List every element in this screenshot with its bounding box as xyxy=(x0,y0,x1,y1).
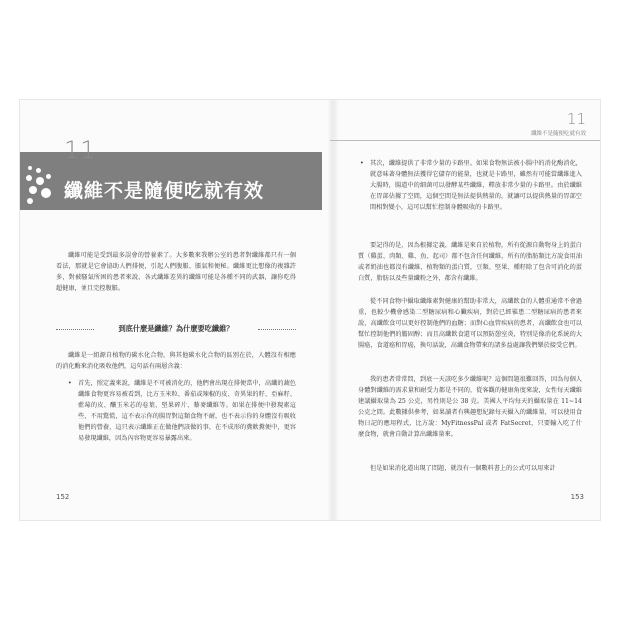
paragraph-digestive: 但是如果消化道出現了問題，就沒有一個數料書上的公式可以用來計 xyxy=(370,465,556,472)
section-heading xyxy=(56,322,296,336)
paragraph-benefits: 從不同食物中攝取纖維素對健康的幫助非常大，高纖飲食的人體重通常不會過重，也較少機會感染二型糖尿病和心臟疾病，對於已經罹患二型糖尿病的患者來說，高纖飲食可以更好控制他們的血糖；而對心血管疾病的患者，高纖飲食也可以幫忙控制他們的膽固醇；而且高纖飲食還可以預防憩室炎，特別是像消化系統的大腸癌，食道癌和胃癌，換句話說，高纖食物帶來的諸多益處讓我們樂於接受它們。 xyxy=(358,298,582,349)
chapter-number: 11 xyxy=(64,136,97,164)
left-page xyxy=(20,100,330,520)
bullet-text: 其次，纖維提供了非常少量的卡路里。如果食物無法被小腸中的消化酶消化，就意味著身體無法獲得它儲存的能量，也就是卡路里，雖然有可能當纖維進入大腸時，腸道中的細菌可以發酵某些纖維，釋放非常少量的卡路里。由於纖維在胃部佔據了空間，這個空間是無法提供熱量的，就讓可以提供熱量的胃部空間相對變小，這可以幫忙控制身體吸收的卡路里。 xyxy=(370,160,582,211)
page-number-right: 153 xyxy=(570,493,584,501)
bullet-item-second xyxy=(360,158,582,213)
right-page xyxy=(330,100,600,520)
heading-rule-right xyxy=(258,329,296,330)
section-paragraph: 纖維是一組源自植物的碳水化合物，與其他碳水化合物的區別在於，人體沒有相應的消化酶來消化吸收他們，這句話有兩層含義： xyxy=(56,352,296,370)
bullet-text: 首先，照定義來說，纖維是不可被消化的，他們會出現在排便當中，高纖的蔬色纖維食物更容易被看到，比方玉米粒、番茄或辣椒的皮、奇異果的籽、亞麻籽、藍莓的皮、釀玉米芯的卷葉、堅果碎片、藜麥纖維等。如果在排便中發現素這些，不用驚慌，這不表示你的腸胃對這類食物不耐，也不表示你的身體沒有吸收他們的營養，這只表示纖維正在做他們該做的事，在不成形的糞軟糞便中，更容易發現纖維，因為內容物更容易暴露出來。 xyxy=(78,380,296,442)
bullet-item-first xyxy=(68,378,296,444)
intro-paragraph: 纖維可能是受到最多誤會的營養素了。大多數來我辦公室的患者對纖維都只有一個看法，那就是它會協助人們排便，引起人們腹脹、脹氣和便秘。纖維更比想像的複雜許多，對被騷氣所困的患者來說，各式纖維差異的纖維可能是各種不同的武器，讓你吃得超健康，並且完控腹脹。 xyxy=(56,252,296,292)
bullet-icon: • xyxy=(360,160,364,167)
running-chapter-number: 11 xyxy=(566,110,586,128)
section-heading-text: 到底什麼是纖維？為什麼要吃纖維？ xyxy=(118,324,234,333)
chapter-title: 纖維不是隨便吃就有效 xyxy=(64,180,265,202)
book-spread xyxy=(20,100,600,520)
heading-rule-left xyxy=(56,329,94,330)
running-chapter-title: 纖維不是隨便吃就有效 xyxy=(530,131,586,137)
bullet-icon: • xyxy=(68,380,72,387)
decorative-dots-icon xyxy=(26,166,56,210)
page-number-left: 152 xyxy=(56,493,70,501)
running-header-rule xyxy=(330,140,600,141)
paragraph-protein: 要記得的是，因為根據定義，纖維是來自於植物，所有從源自動物身上的蛋白質（雞蛋、肉類、雞、魚、起司）都不包含任何纖維，所有的脂肪類比方說食用油或者奶油也都沒有纖維，植物類的蛋白質，豆類、堅果、種籽除了包含可消化的蛋白質，脂肪以及些量纖粉之外，都含有纖維。 xyxy=(358,242,582,282)
paragraph-daily-intake: 我的患者常常問，到底一天該吃多少纖維呢？這個問題很難回答，因為每個人身體對纖維的需求量和耐受力都是不同的，從客觀的健康角度來說，女性每天纖維建議攝取量為 25 公克，男性則是公 38 克。美國人平均每天的攝取量在 11~14 公克之間。此數據供參考，如果讀者有興趣想紀錄每天攝入的纖維量，可以使用食物日記的應用程式，比方說：MyFitnessPal 或者 FatSecret，只要輸入吃了什麼食物，就會自動計算出纖維量來。 xyxy=(358,376,582,438)
